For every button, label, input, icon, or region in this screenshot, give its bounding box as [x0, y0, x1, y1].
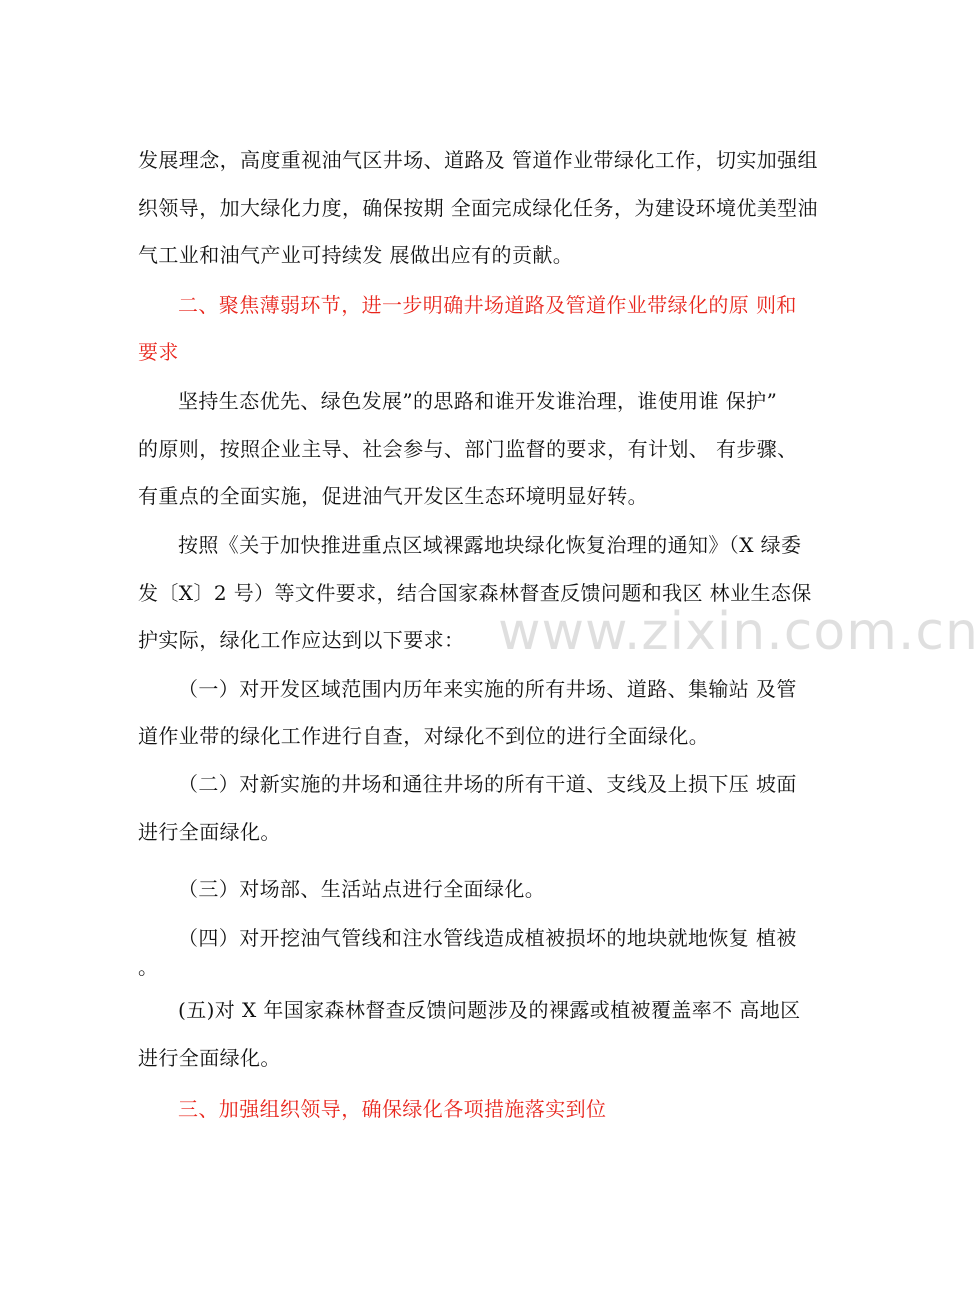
- paragraph-line: 发〔X〕2 号）等文件要求，结合国家森林督查反馈问题和我区 林业生态保: [138, 581, 812, 605]
- list-item-2: （二）对新实施的井场和通往井场的所有干道、支线及上损下压 坡面: [178, 772, 797, 796]
- paragraph-line: 织领导，加大绿化力度，确保按期 全面完成绿化任务，为建设环境优美型油: [138, 196, 818, 220]
- paragraph-line: 的原则，按照企业主导、社会参与、部门监督的要求，有计划、 有步骤、: [138, 437, 798, 461]
- list-item-3: （三）对场部、生活站点进行全面绿化。: [178, 877, 546, 901]
- list-item-4-cont: 。: [138, 955, 159, 979]
- paragraph-line: 护实际，绿化工作应达到以下要求：: [138, 628, 465, 652]
- paragraph-line: 坚持生态优先、绿色发展”的思路和谁开发谁治理，谁使用谁 保护”: [178, 389, 778, 413]
- section-heading-3: 三、加强组织领导，确保绿化各项措施落实到位: [178, 1097, 607, 1121]
- paragraph-line: 按照《关于加快推进重点区域裸露地块绿化恢复治理的通知》（X 绿委: [178, 533, 802, 557]
- section-heading-2: 二、聚焦薄弱环节，进一步明确井场道路及管道作业带绿化的原 则和: [178, 293, 797, 317]
- list-item-2-cont: 进行全面绿化。: [138, 820, 281, 844]
- watermark: www.zixin.com.cn: [498, 602, 979, 662]
- paragraph-line: 发展理念，高度重视油气区井场、道路及 管道作业带绿化工作，切实加强组: [138, 148, 818, 172]
- list-item-1: （一）对开发区域范围内历年来实施的所有井场、道路、集输站 及管: [178, 677, 797, 701]
- section-heading-2-cont: 要求: [138, 340, 179, 364]
- paragraph-line: 气工业和油气产业可持续发 展做出应有的贡献。: [138, 243, 574, 267]
- list-item-5: (五)对 X 年国家森林督查反馈问题涉及的裸露或植被覆盖率不 高地区: [178, 998, 801, 1022]
- list-item-4: （四）对开挖油气管线和注水管线造成植被损坏的地块就地恢复 植被: [178, 926, 797, 950]
- list-item-5-cont: 进行全面绿化。: [138, 1046, 281, 1070]
- paragraph-line: 有重点的全面实施，促进油气开发区生态环境明显好转。: [138, 484, 648, 508]
- list-item-1-cont: 道作业带的绿化工作进行自查，对绿化不到位的进行全面绿化。: [138, 724, 710, 748]
